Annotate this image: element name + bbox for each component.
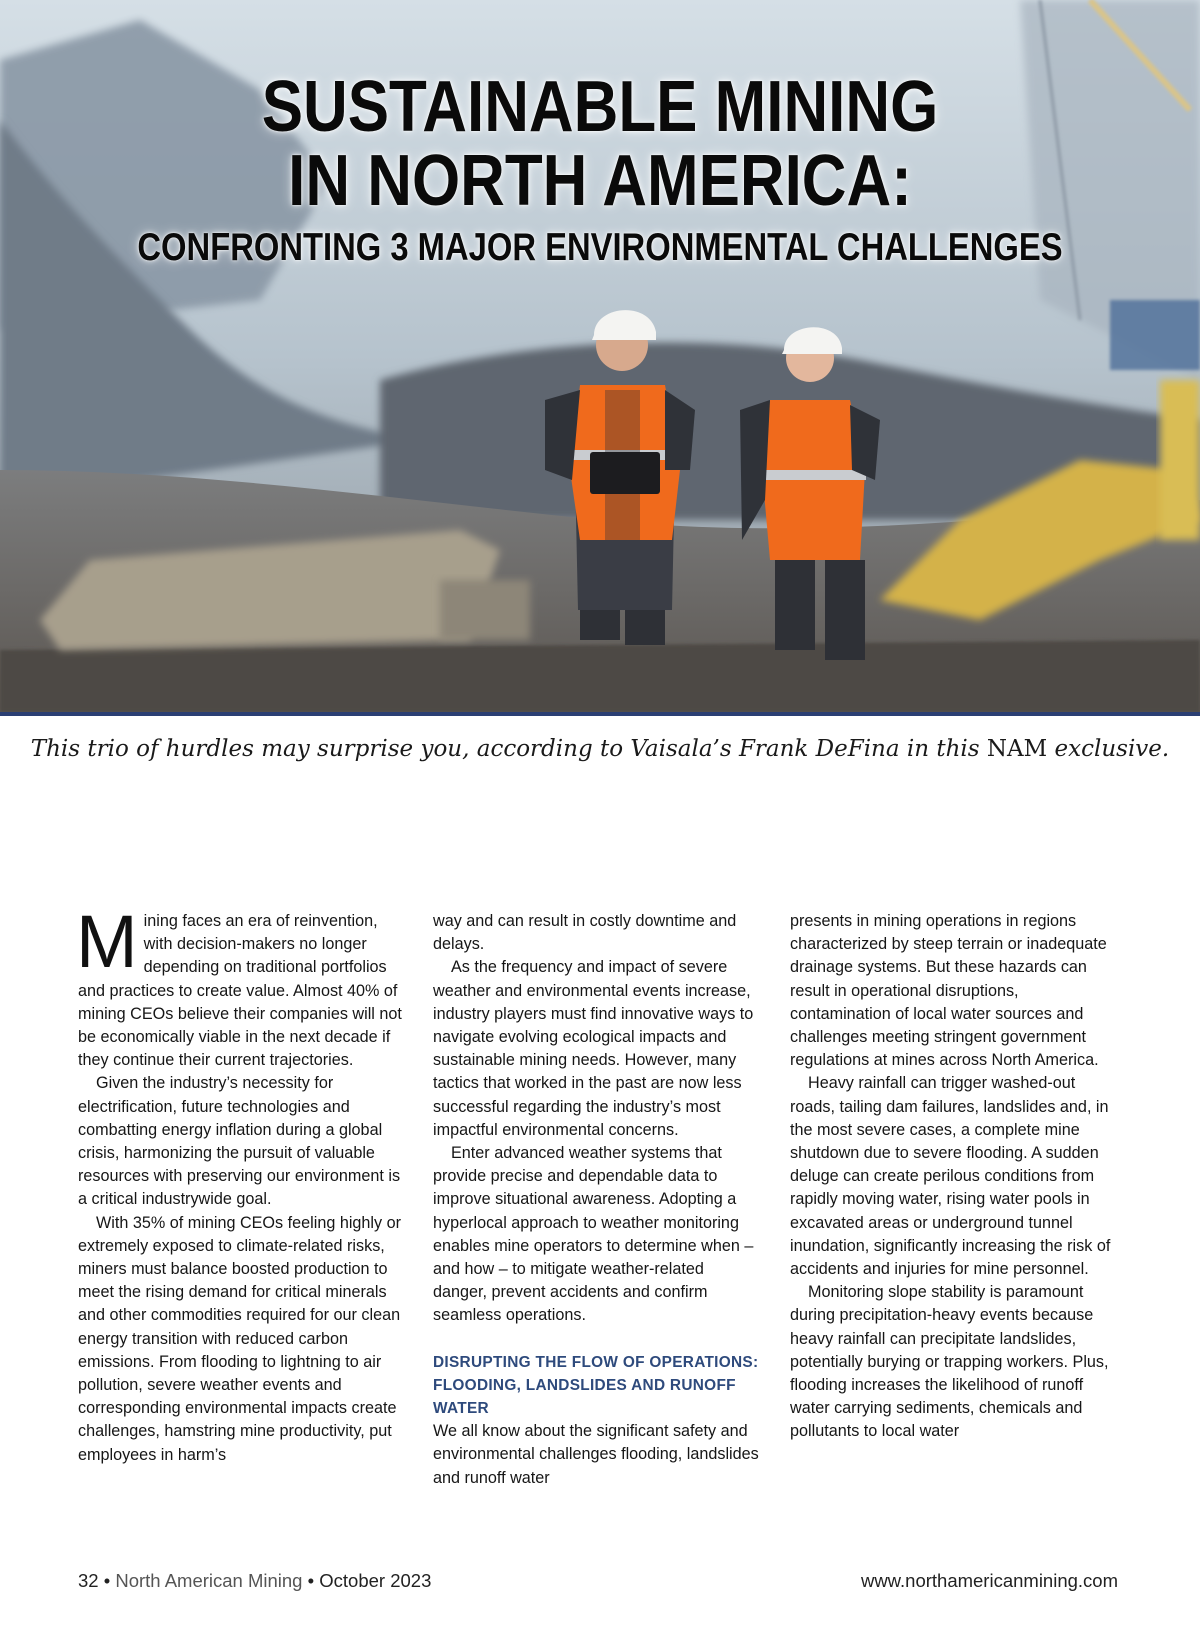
hero-image: [0, 0, 1200, 715]
paragraph: Heavy rainfall can trigger washed-out roads, tailing dam failures, landslides and, in the most severe cases, a complete mine shutdown due to severe flooding. A sudden deluge can create perilous conditions from rapidly moving water, rising water pools in excavated areas or underground tunnel inundation, significantly increasing the risk of accidents and injuries for mine personnel.: [790, 1074, 1111, 1279]
page-footer: [78, 1570, 1118, 1598]
paragraph: Enter advanced weather systems that provide precise and dependable data to improve situational awareness. Adopting a hyperlocal approach to weather monitoring enables mine operators to determine when – and how – to mitigate weather-related danger, prevent accidents and confirm seamless operations.: [433, 1144, 754, 1325]
deck-publication: NAM: [986, 736, 1048, 762]
footer-separator: •: [307, 1570, 315, 1591]
article-deck: [0, 736, 1200, 762]
article-column-2: [433, 910, 761, 1490]
paragraph-text: ining faces an era of reinvention, with decision-makers no longer depending on traditional portfolios and practices to create value. Almost 40% of mining CEOs believe their companies will not be economically viable in the next decade if they continue their current trajectories.: [78, 912, 402, 1070]
paragraph: way and can result in costly downtime and delays.: [433, 912, 737, 954]
paragraph: presents in mining operations in regions characterized by steep terrain or inadequate drainage systems. But these hazards can result in operational disruptions, contamination of local water sources and challenges meeting stringent government regulations at mines across North America.: [790, 912, 1107, 1070]
page-number: 32: [78, 1570, 99, 1591]
paragraph: [76, 900, 406, 1072]
title-line-2: IN NORTH AMERICA:: [288, 141, 912, 221]
paragraph: Given the industry’s necessity for electrification, future technologies and combatting energy inflation during a global crisis, harmonizing the pursuit of valuable resources with preserving our environment is a critical industrywide goal.: [78, 1074, 401, 1209]
paragraph: Monitoring slope stability is paramount during precipitation-heavy events because heavy rainfall can precipitate landslides, potentially burying or trapping workers. Plus, flooding increases the likelihood of runoff water carrying sediments, chemicals and pollutants to local water: [790, 1283, 1109, 1441]
subtitle: CONFRONTING 3 MAJOR ENVIRONMENTAL CHALLENGES: [137, 226, 1063, 269]
hero-divider: [0, 712, 1200, 716]
drop-cap: M: [76, 900, 138, 983]
paragraph: With 35% of mining CEOs feeling highly or extremely exposed to climate-related risks, miners must balance boosted production to meet the rising demand for critical minerals and other commodities required for our clean energy transition with reduced carbon emissions. From flooding to lightning to air pollution, severe weather events and corresponding environmental impacts create challenges, hamstring mine productivity, put employees in harm’s: [78, 1213, 402, 1464]
publication-name: North American Mining: [115, 1570, 303, 1591]
footer-folio: [78, 1570, 431, 1592]
website-link[interactable]: www.northamericanmining.com: [860, 1570, 1118, 1591]
issue-date: October 2023: [319, 1570, 432, 1591]
title-line-1: SUSTAINABLE MINING: [261, 67, 939, 147]
headline: [0, 67, 1200, 272]
section-subhead: DISRUPTING THE FLOW OF OPERATIONS: FLOODING, LANDSLIDES AND RUNOFF WATER: [433, 1353, 759, 1418]
footer-separator: •: [103, 1570, 111, 1591]
deck-text-end: exclusive.: [1054, 736, 1170, 762]
deck-text: This trio of hurdles may surprise you, according to Vaisala’s Frank DeFina in this: [30, 736, 980, 762]
paragraph: We all know about the significant safety and environmental challenges flooding, landslides and runoff water: [433, 1422, 759, 1487]
paragraph: As the frequency and impact of severe weather and environmental events increase, industry players must find innovative ways to navigate evolving ecological impacts and sustainable mining needs. However, many tactics that worked in the past are now less successful regarding the industry’s most impactful environmental concerns.: [433, 958, 754, 1139]
article-column-3: [790, 910, 1118, 1444]
article-column-1: [76, 900, 406, 1467]
